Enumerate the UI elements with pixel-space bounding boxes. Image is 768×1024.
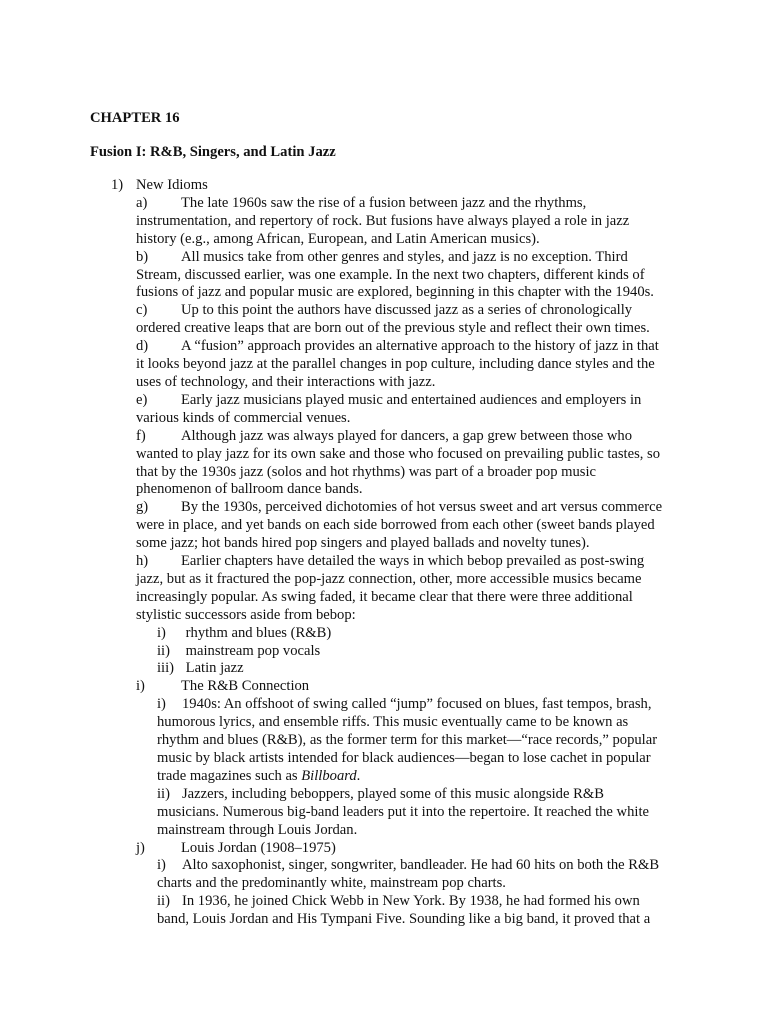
- paragraph-label: h): [136, 553, 149, 570]
- sub-item-line: charts and the predominantly white, mainstream pop charts.: [157, 875, 506, 892]
- paragraph-text: A “fusion” approach provides an alternative approach to the history of jazz in that: [181, 338, 659, 355]
- outline-paragraphs: [111, 195, 683, 625]
- outline-paragraph: [111, 338, 683, 392]
- paragraph-text: that by the 1930s jazz (solos and hot rhythms) was part of a broader pop music: [136, 463, 597, 480]
- outline-paragraph: [111, 428, 683, 500]
- outline-paragraph: [111, 302, 683, 338]
- paragraph-text: The late 1960s saw the rise of a fusion between jazz and the rhythms,: [181, 194, 587, 211]
- sub-item-text: 1940s: An offshoot of swing called “jump” focused on blues, fast tempos, brash,: [182, 696, 652, 713]
- outline-paragraph: [111, 195, 683, 249]
- sub-item-line: band, Louis Jordan and His Tympani Five. Sounding like a big band, it proved that a: [157, 911, 651, 928]
- sub-item: [111, 696, 683, 714]
- paragraph-text: were in place, and yet bands on each side borrowed from each other (sweet bands played: [136, 517, 655, 534]
- sub-item-label: i): [157, 696, 166, 713]
- paragraph-text: wanted to play jazz for its own sake and those who focused on prevailing public tastes, so: [136, 445, 661, 462]
- sub-item-text: In 1936, he joined Chick Webb in New York. By 1938, he had formed his own: [182, 893, 640, 910]
- sub-item-line: [111, 768, 683, 786]
- paragraph-text: uses of technology, and their interactions with jazz.: [136, 373, 436, 390]
- paragraph-label: j): [136, 839, 145, 856]
- paragraph-text: instrumentation, and repertory of rock. But fusions have always played a role in jazz: [136, 212, 630, 229]
- paragraph-line: [136, 428, 683, 446]
- outline-paragraph: [111, 553, 683, 625]
- chapter-heading: CHAPTER 16: [90, 110, 180, 126]
- paragraph-line: [136, 481, 683, 499]
- paragraph-text: Early jazz musicians played music and entertained audiences and employers in: [181, 391, 642, 408]
- paragraph-text: Earlier chapters have detailed the ways in which bebop prevailed as post-swing: [181, 553, 645, 570]
- section-heading: [111, 177, 683, 195]
- paragraph-line: [136, 535, 683, 553]
- list-item: [111, 643, 683, 661]
- paragraph-text: some jazz; hot bands hired pop singers and played ballads and novelty tunes).: [136, 535, 590, 552]
- paragraph-text: ordered creative leaps that are born out of the previous style and reflect their own times.: [136, 320, 650, 337]
- paragraph-text: Although jazz was always played for dancers, a gap grew between those who: [181, 427, 633, 444]
- paragraph-text: All musics take from other genres and styles, and jazz is no exception. Third: [181, 248, 628, 265]
- sub-item-text: Jazzers, including beboppers, played some of this music alongside R&B: [182, 785, 604, 802]
- paragraph-line: [136, 320, 683, 338]
- list-item: [111, 625, 683, 643]
- list-item: [111, 660, 683, 678]
- paragraph-text: it looks beyond jazz at the parallel changes in pop culture, including dance styles and the: [136, 356, 655, 373]
- sub-item-label: i): [157, 857, 166, 874]
- paragraph-line: [136, 410, 683, 428]
- sub-item: [111, 893, 683, 911]
- paragraph-line: [136, 571, 683, 589]
- outline-content: [111, 177, 683, 929]
- sub-item-line: rhythm and blues (R&B), as the former term for this market—“race records,” popular: [157, 732, 658, 749]
- sub-item-text: .: [356, 767, 361, 784]
- paragraph-label: i): [136, 678, 145, 695]
- paragraph-label: b): [136, 248, 149, 265]
- paragraph-label: g): [136, 499, 149, 516]
- paragraph-line: [136, 553, 683, 571]
- paragraph-text: stylistic successors aside from bebop:: [136, 606, 356, 623]
- list-item-label: ii): [157, 642, 170, 659]
- paragraph-line: [136, 392, 683, 410]
- paragraph-line: [136, 231, 683, 249]
- paragraph-text: By the 1930s, perceived dichotomies of hot versus sweet and art versus commerce: [181, 499, 663, 516]
- chapter-subtitle: Fusion I: R&B, Singers, and Latin Jazz: [90, 144, 336, 160]
- paragraph-title: The R&B Connection: [181, 678, 310, 695]
- paragraph-i-items: [111, 696, 683, 839]
- paragraph-text: Stream, discussed earlier, was one example. In the next two chapters, different kinds of: [136, 266, 645, 283]
- paragraph-text: jazz, but as it fractured the pop-jazz connection, other, more accessible musics became: [136, 570, 642, 587]
- paragraph-text: phenomenon of ballroom dance bands.: [136, 481, 363, 498]
- paragraph-j: [111, 840, 683, 858]
- paragraph-line: [136, 374, 683, 392]
- paragraph-text: history (e.g., among African, European, and Latin American musics).: [136, 230, 540, 247]
- sub-item: [111, 857, 683, 875]
- paragraph-line: [136, 338, 683, 356]
- paragraph-line: [136, 195, 683, 213]
- paragraph-line: [136, 284, 683, 302]
- paragraph-line: [136, 464, 683, 482]
- list-item-label: i): [157, 624, 166, 641]
- paragraph-title: Louis Jordan (1908–1975): [181, 839, 336, 856]
- sub-item-line: musicians. Numerous big-band leaders put it into the repertoire. It reached the white: [157, 803, 649, 820]
- list-item-text: mainstream pop vocals: [185, 642, 321, 659]
- sub-item-text: trade magazines such as: [157, 767, 302, 784]
- paragraph-line: [136, 607, 683, 625]
- paragraph-text: Up to this point the authors have discussed jazz as a series of chronologically: [181, 302, 633, 319]
- paragraph-line: [136, 267, 683, 285]
- paragraph-label: a): [136, 194, 148, 211]
- outline-paragraph: [111, 392, 683, 428]
- paragraph-line: [136, 589, 683, 607]
- paragraph-label: d): [136, 338, 149, 355]
- paragraph-label: e): [136, 391, 148, 408]
- sub-item-line: mainstream through Louis Jordan.: [157, 821, 358, 838]
- paragraph-text: increasingly popular. As swing faded, it became clear that there were three additional: [136, 588, 633, 605]
- outline-paragraph: [111, 249, 683, 303]
- paragraph-line: [136, 356, 683, 374]
- sub-item-line: music by black artists intended for black audiences—began to lose cachet in popular: [157, 750, 651, 766]
- sub-item: [111, 786, 683, 804]
- section-title: New Idioms: [136, 177, 208, 193]
- sub-item-label: ii): [157, 893, 170, 910]
- publication-title: Billboard: [301, 767, 357, 784]
- sub-item-text: Alto saxophonist, singer, songwriter, bandleader. He had 60 hits on both the R&B: [182, 857, 660, 874]
- paragraph-text: fusions of jazz and popular music are explored, beginning in this chapter with the 1940s.: [136, 284, 654, 301]
- h-sublist: [111, 625, 683, 679]
- paragraph-line: [136, 302, 683, 320]
- list-item-text: Latin jazz: [185, 660, 244, 677]
- sub-item-label: ii): [157, 785, 170, 802]
- paragraph-line: [136, 446, 683, 464]
- paragraph-line: [136, 517, 683, 535]
- paragraph-line: [136, 249, 683, 267]
- sub-item-line: humorous lyrics, and ensemble riffs. This music eventually came to be known as: [157, 714, 629, 731]
- paragraph-line: [136, 213, 683, 231]
- paragraph-label: c): [136, 302, 148, 319]
- outline-paragraph: [111, 499, 683, 553]
- list-item-text: rhythm and blues (R&B): [185, 624, 332, 641]
- paragraph-text: various kinds of commercial venues.: [136, 409, 351, 426]
- paragraph-j-items: [111, 857, 683, 929]
- paragraph-line: [136, 499, 683, 517]
- paragraph-label: f): [136, 427, 146, 444]
- paragraph-i: [111, 678, 683, 696]
- section-number: 1): [111, 177, 124, 193]
- list-item-label: iii): [157, 660, 175, 677]
